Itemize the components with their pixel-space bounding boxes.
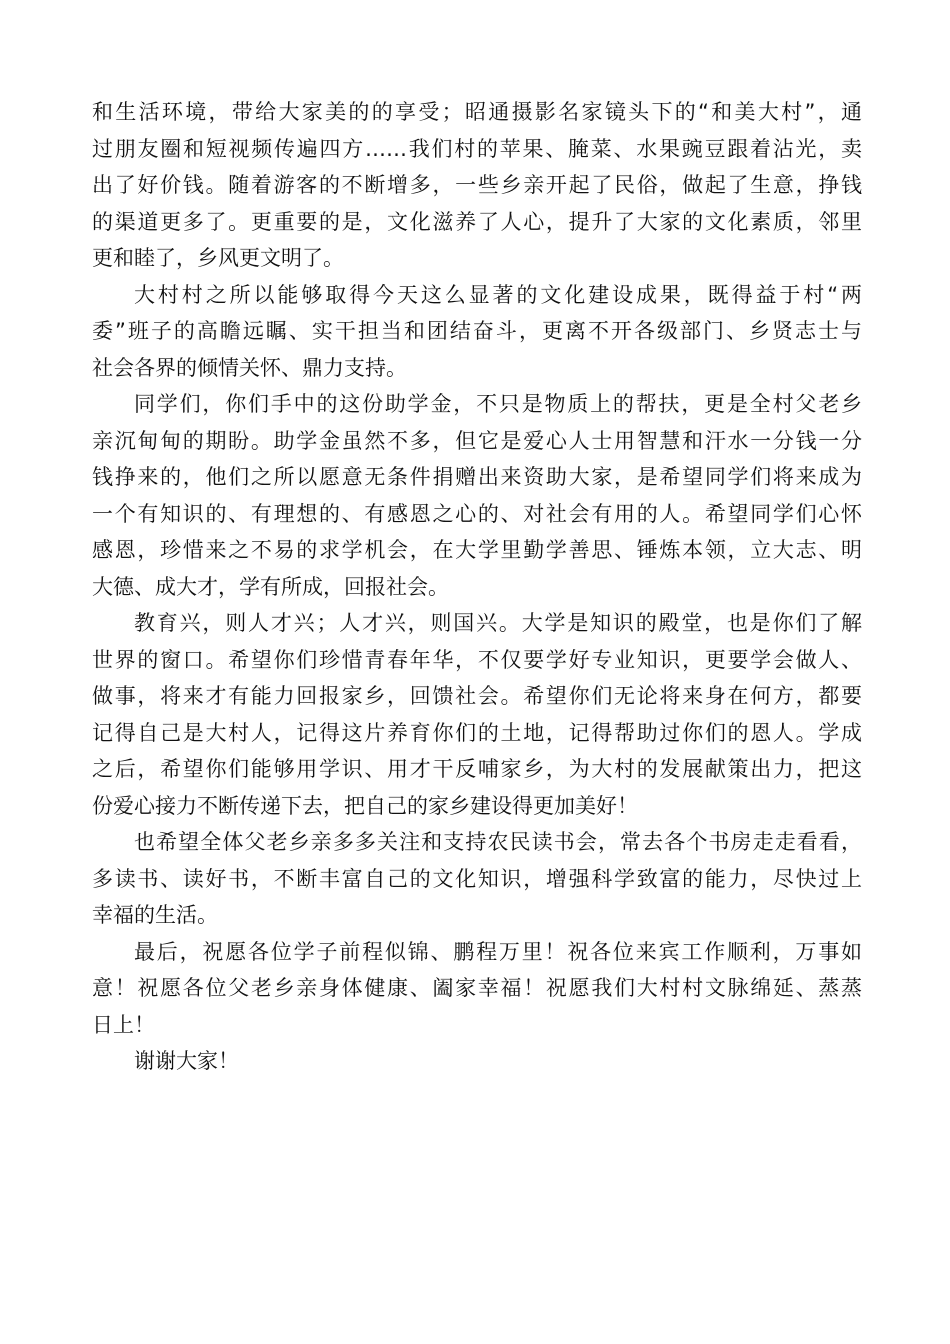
text-line: 大德、成大才，学有所成，回报社会。 [92,574,449,599]
document-body [92,94,862,1080]
paragraph [92,1043,862,1080]
text-line: 做事，将来才有能力回报家乡，回馈社会。希望你们无论将来身在何方，都要 [92,684,862,708]
text-line: 的渠道更多了。更重要的是，文化滋养了人心，提升了大家的文化素质，邻里 [92,209,862,234]
text-line: 幸福的生活。 [92,903,218,927]
text-line: 意！祝愿各位父老乡亲身体健康、阖家幸福！祝愿我们大村村文脉绵延、蒸蒸 [92,976,862,1000]
text-line: 和生活环境，带给大家美的的享受；昭通摄影名家镜头下的“和美大村”，通 [92,100,862,124]
paragraph [92,94,862,277]
text-line: 感恩，珍惜来之不易的求学机会，在大学里勤学善思、锤炼本领，立大志、明 [92,538,862,562]
text-line: 谢谢大家！ [134,1049,239,1073]
text-line: 教育兴，则人才兴；人才兴，则国兴。大学是知识的殿堂，也是你们了解 [134,611,862,635]
text-line: 记得自己是大村人，记得这片养育你们的土地，记得帮助过你们的恩人。学成 [92,720,862,745]
text-line: 委”班子的高瞻远瞩、实干担当和团结奋斗，更离不开各级部门、乡贤志士与 [92,319,862,343]
text-line: 钱挣来的，他们之所以愿意无条件捐赠出来资助大家，是希望同学们将来成为 [92,465,862,489]
paragraph [92,386,862,605]
text-line: 更和睦了，乡风更文明了。 [92,246,344,270]
paragraph [92,605,862,824]
text-line: 同学们，你们手中的这份助学金，不只是物质上的帮扶，更是全村父老乡 [134,392,862,416]
text-line: 日上！ [92,1012,155,1037]
text-line: 世界的窗口。希望你们珍惜青春年华，不仅要学好专业知识，更要学会做人、 [92,647,862,672]
text-line: 亲沉甸甸的期盼。助学金虽然不多，但它是爱心人士用智慧和汗水一分钱一分 [92,428,862,453]
paragraph [92,934,862,1044]
text-line: 多读书、读好书，不断丰富自己的文化知识，增强科学致富的能力，尽快过上 [92,866,862,891]
paragraph [92,277,862,387]
text-line: 之后，希望你们能够用学识、用才干反哺家乡，为大村的发展献策出力，把这 [92,757,862,781]
text-line: 过朋友圈和短视频传遍四方……我们村的苹果、腌菜、水果豌豆跟着沾光，卖 [92,136,862,161]
text-line: 大村村之所以能够取得今天这么显著的文化建设成果，既得益于村“两 [134,282,862,307]
text-line: 也希望全体父老乡亲多多关注和支持农民读书会，常去各个书房走走看看， [134,830,862,854]
text-line: 出了好价钱。随着游客的不断增多，一些乡亲开起了民俗，做起了生意，挣钱 [92,173,862,197]
text-line: 一个有知识的、有理想的、有感恩之心的、对社会有用的人。希望同学们心怀 [92,501,862,526]
text-line: 份爱心接力不断传递下去，把自己的家乡建设得更加美好！ [92,793,638,818]
paragraph [92,824,862,934]
text-line: 社会各界的倾情关怀、鼎力支持。 [92,355,407,380]
text-line: 最后，祝愿各位学子前程似锦、鹏程万里！祝各位来宾工作顺利，万事如 [134,939,862,964]
